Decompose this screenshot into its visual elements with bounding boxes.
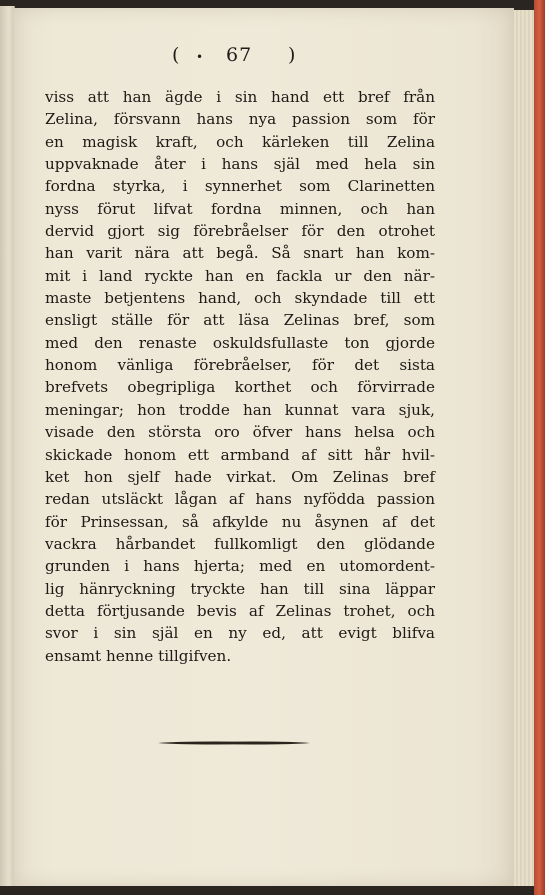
text-line: dervid gjort sig förebråelser för den otrohet <box>45 222 435 241</box>
text-line: honom vänliga förebråelser, för det sista <box>45 356 435 375</box>
text-line: maste betjentens hand, och skyndade till ett <box>45 289 435 308</box>
text-line: uppvaknade åter i hans själ med hela sin <box>45 155 435 174</box>
header-right-bracket: ) <box>288 44 297 66</box>
text-line: med den renaste oskuldsfullaste ton gjorde <box>45 333 435 352</box>
text-line: ensligt ställe för att läsa Zelinas bref, som <box>45 311 435 330</box>
page-stack-edge <box>514 10 534 886</box>
text-line: skickade honom ett armband af sitt hår hvil- <box>45 445 435 464</box>
previous-page-edge <box>0 6 15 886</box>
text-line: vackra hårbandet fullkomligt den glödande <box>45 534 435 553</box>
text-line: redan utsläckt lågan af hans nyfödda passion <box>45 490 435 509</box>
text-line: meningar; hon trodde han kunnat vara sjuk, <box>45 400 435 419</box>
text-line: nyss förut lifvat fordna minnen, och han <box>45 199 435 218</box>
page-number: 67 <box>226 44 253 66</box>
text-line: svor i sin själ en ny ed, att evigt blifva <box>45 624 435 643</box>
body-text <box>45 86 435 667</box>
text-line: för Prinsessan, så afkylde nu åsynen af det <box>45 512 435 531</box>
text-line: Zelina, försvann hans nya passion som för <box>45 110 435 129</box>
text-line: grunden i hans hjerta; med en utomordent- <box>45 557 435 576</box>
book-cover-edge <box>534 0 545 895</box>
text-line: mit i land ryckte han en fackla ur den när- <box>45 266 435 285</box>
text-line-last: ensamt henne tillgifven. <box>45 646 232 665</box>
decorative-rule <box>158 740 310 746</box>
header-left-bracket: ( <box>172 44 181 66</box>
text-line: brefvets obegripliga korthet och förvirrade <box>45 378 435 397</box>
text-line: visade den största oro öfver hans helsa och <box>45 423 435 442</box>
text-line: ket hon sjelf hade virkat. Om Zelinas bref <box>45 467 435 486</box>
header-dot: • <box>196 50 205 64</box>
page-header <box>172 44 312 74</box>
text-line: han varit nära att begå. Så snart han kom- <box>45 244 435 263</box>
text-line: lig hänryckning tryckte han till sina läppar <box>45 579 435 598</box>
text-line: fordna styrka, i synnerhet som Clarinetten <box>45 177 435 196</box>
text-line: en magisk kraft, och kärleken till Zelina <box>45 132 435 151</box>
text-line: viss att han ägde i sin hand ett bref från <box>45 88 435 106</box>
text-line: detta förtjusande bevis af Zelinas trohet, och <box>45 601 435 620</box>
